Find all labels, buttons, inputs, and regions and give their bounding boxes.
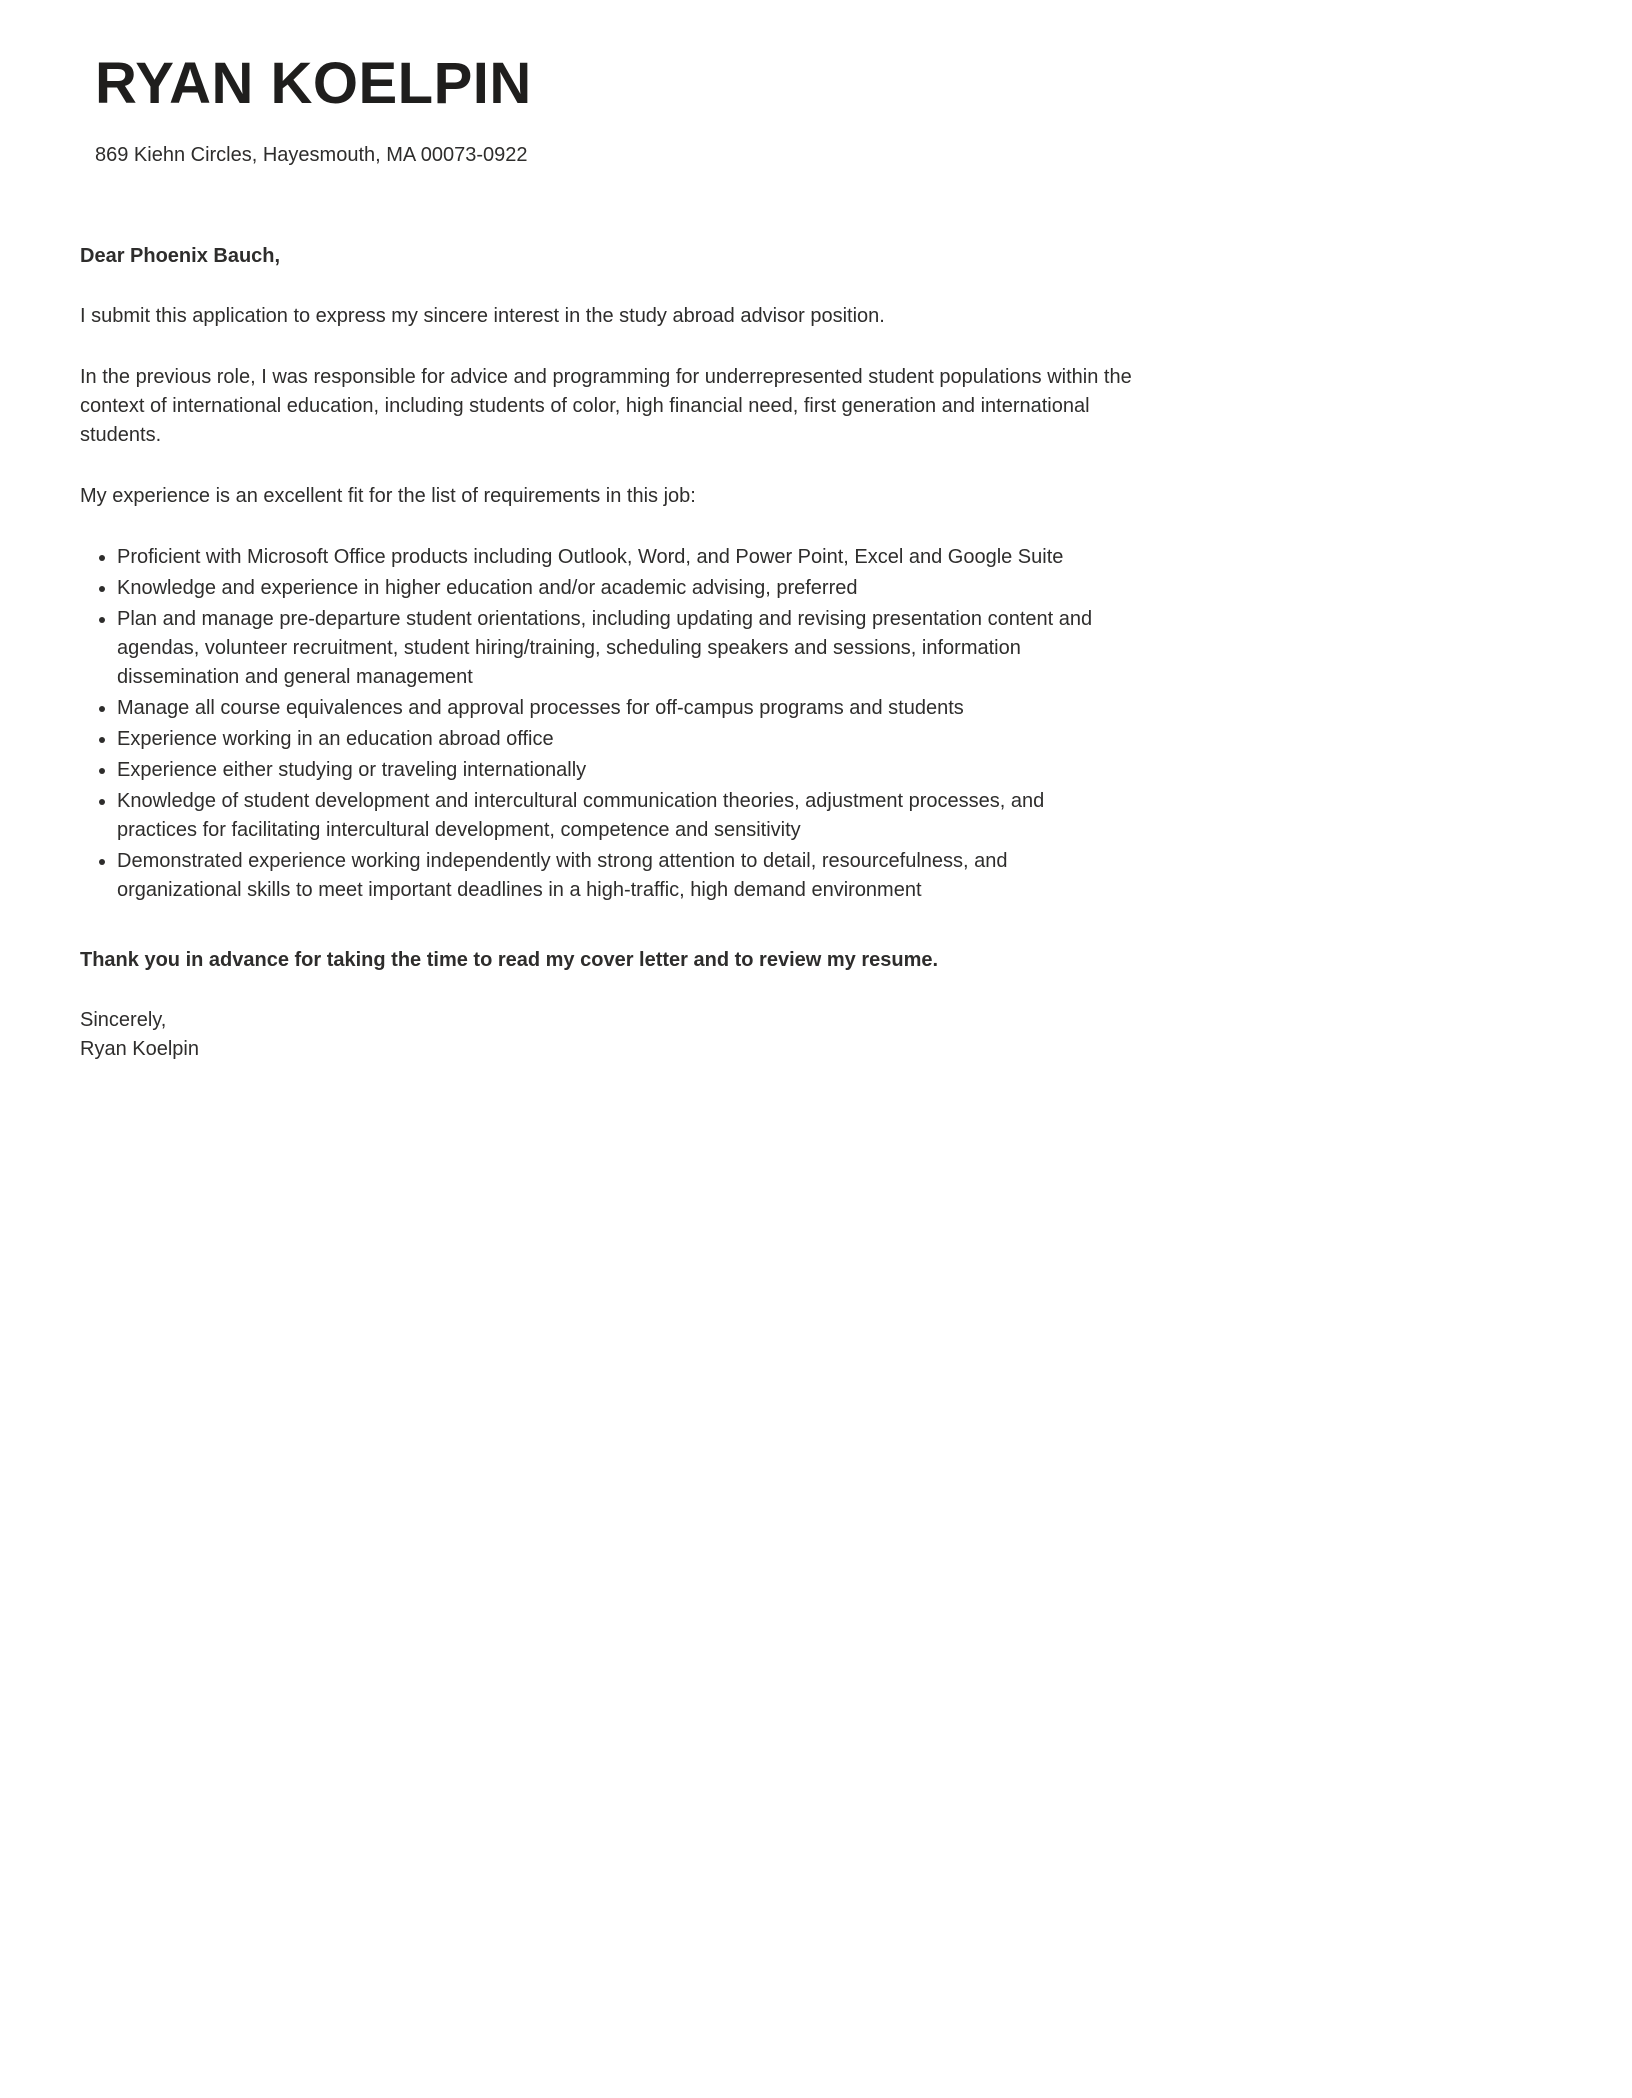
salutation-line: Dear Phoenix Bauch, bbox=[80, 244, 281, 267]
signoff-block bbox=[80, 1006, 1160, 1064]
applicant-address: 869 Kiehn Circles, Hayesmouth, MA 00073-0922 bbox=[95, 143, 528, 166]
requirement-item: • Knowledge of student development and intercultural communication theories, adjustment processes, and practices for facilitating intercultural development, competence and sensitivity bbox=[117, 787, 1120, 845]
requirement-item: • Knowledge and experience in higher education and/or academic advising, preferred bbox=[117, 574, 1120, 603]
requirement-item: • Experience either studying or traveling internationally bbox=[117, 756, 1120, 785]
requirement-item: • Manage all course equivalences and approval processes for off-campus programs and students bbox=[117, 694, 1120, 723]
signoff-line: Sincerely, bbox=[80, 1008, 167, 1031]
requirement-item: • Demonstrated experience working independently with strong attention to detail, resourcefulness, and organizational skills to meet important deadlines in a high-traffic, high demand environment bbox=[117, 847, 1120, 905]
experience-fit-line: My experience is an excellent fit for the list of requirements in this job: bbox=[80, 484, 696, 507]
applicant-name-heading: RYAN KOELPIN bbox=[95, 51, 532, 116]
requirement-item: • Experience working in an education abroad office bbox=[117, 725, 1120, 754]
requirement-item: • Plan and manage pre-departure student orientations, including updating and revising presentation content and agendas, volunteer recruitment, student hiring/training, scheduling speakers and sessions, information dissemination and general management bbox=[117, 605, 1120, 692]
signature-name: Ryan Koelpin bbox=[80, 1037, 199, 1060]
intro-paragraph: I submit this application to express my sincere interest in the study abroad advisor position. bbox=[80, 304, 885, 327]
requirements-list bbox=[80, 543, 1120, 905]
letter-content bbox=[0, 0, 1240, 1064]
thank-you-line: Thank you in advance for taking the time to read my cover letter and to review my resume. bbox=[80, 948, 939, 971]
requirement-item: • Proficient with Microsoft Office products including Outlook, Word, and Power Point, Excel and Google Suite bbox=[117, 543, 1120, 572]
previous-role-paragraph: In the previous role, I was responsible for advice and programming for underrepresented student populations within the context of international education, including students of color, high financial need, first generation and international students. bbox=[80, 365, 1132, 446]
